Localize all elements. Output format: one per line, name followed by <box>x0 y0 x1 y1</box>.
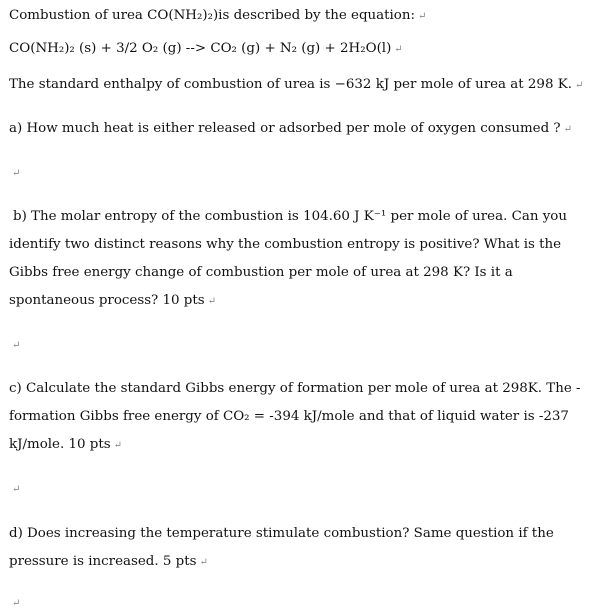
question-b-line3 <box>9 264 513 282</box>
question-d-text-2: pressure is increased. 5 pts <box>9 554 197 569</box>
empty-paragraph <box>9 480 20 499</box>
question-b-text-3: Gibbs free energy change of combustion per mole of urea at 298 K? Is it a <box>9 265 513 280</box>
paragraph-mark-icon: ↵ <box>12 598 21 609</box>
paragraph-mark-icon: ↵ <box>207 296 217 307</box>
empty-paragraph <box>9 336 20 355</box>
paragraph-mark-icon: ↵ <box>563 124 572 135</box>
question-b-text-4: spontaneous process? 10 pts <box>9 293 205 308</box>
question-b-line4 <box>9 292 216 311</box>
question-c-line1 <box>9 380 581 398</box>
question-c-text-3: kJ/mole. 10 pts <box>9 437 111 452</box>
intro-line <box>9 7 426 26</box>
question-b-text-1: b) The molar entropy of the combustion is 104.60 J K⁻¹ per mole of urea. Can you <box>13 209 567 224</box>
enthalpy-text: The standard enthalpy of combustion of urea is −632 kJ per mole of urea at 298 K. <box>9 77 572 92</box>
paragraph-mark-icon: ↵ <box>113 440 122 451</box>
empty-paragraph <box>9 594 20 613</box>
equation-line <box>9 40 403 59</box>
paragraph-mark-icon: ↵ <box>199 557 208 568</box>
paragraph-mark-icon: ↵ <box>418 11 427 22</box>
question-d-line1 <box>9 525 554 543</box>
question-a <box>9 120 572 139</box>
question-c-text-2: formation Gibbs free energy of CO₂ = -394 kJ/mole and that of liquid water is -237 <box>9 409 569 424</box>
question-b-line1 <box>13 208 567 226</box>
paragraph-mark-icon: ↵ <box>12 168 21 179</box>
paragraph-mark-icon: ↵ <box>394 44 403 55</box>
question-c-line2 <box>9 408 569 426</box>
paragraph-mark-icon: ↵ <box>12 340 21 351</box>
equation-text: CO(NH₂)₂ (s) + 3/2 O₂ (g) --> CO₂ (g) + N₂ (g) + 2H₂O(l) <box>9 41 392 56</box>
paragraph-mark-icon: ↵ <box>575 80 584 91</box>
question-d-text-1: d) Does increasing the temperature stimulate combustion? Same question if the <box>9 526 554 541</box>
question-b-line2 <box>9 236 561 254</box>
intro-text: Combustion of urea CO(NH₂)₂)is described by the equation: <box>9 8 416 23</box>
question-b-text-2: identify two distinct reasons why the combustion entropy is positive? What is the <box>9 237 562 252</box>
question-c-line3 <box>9 436 122 455</box>
question-a-text: a) How much heat is either released or adsorbed per mole of oxygen consumed ? <box>9 121 561 136</box>
question-c-text-1: c) Calculate the standard Gibbs energy of formation per mole of urea at 298K. The - <box>9 381 581 396</box>
enthalpy-line <box>9 76 583 95</box>
empty-paragraph <box>9 164 20 183</box>
paragraph-mark-icon: ↵ <box>12 484 21 495</box>
question-d-line2 <box>9 553 208 572</box>
